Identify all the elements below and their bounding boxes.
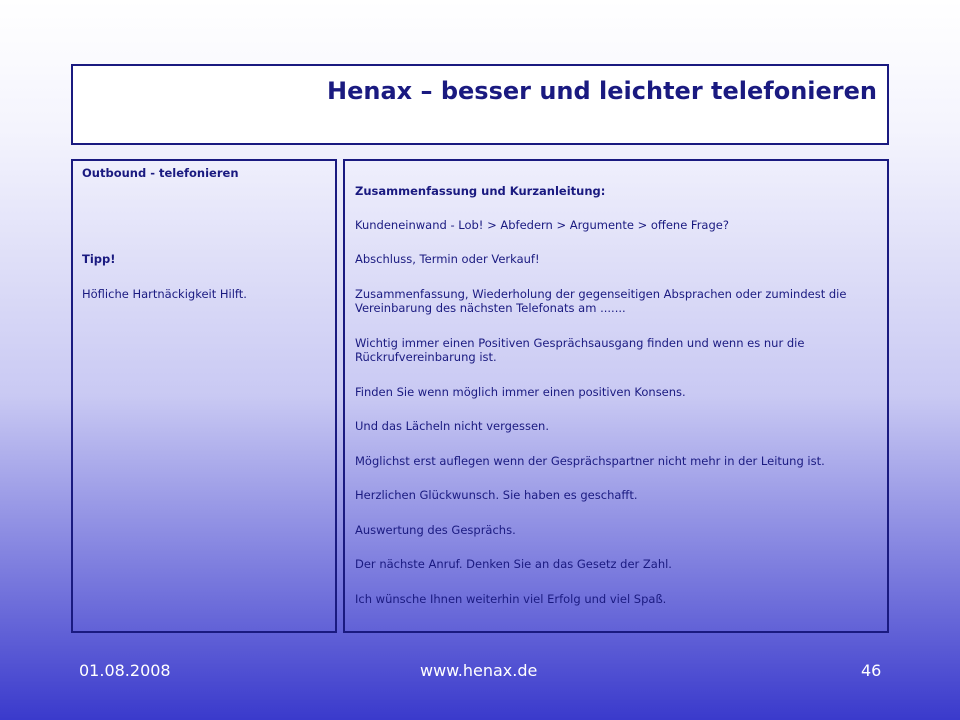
title-box [71, 64, 889, 145]
footer-page-number: 46 [861, 661, 882, 680]
list-item: Wichtig immer einen Positiven Gesprächsausgang finden und wenn es nur die Rückrufvereinbarung ist. [355, 336, 805, 364]
list-item: Ich wünsche Ihnen weiterhin viel Erfolg und viel Spaß. [355, 592, 667, 606]
list-item: Herzlichen Glückwunsch. Sie haben es geschafft. [355, 488, 638, 502]
slide-title: Henax – besser und leichter telefonieren [327, 77, 877, 105]
left-panel [71, 159, 337, 633]
list-item: Kundeneinwand - Lob! > Abfedern > Argumente > offene Frage? [355, 218, 729, 232]
list-item: Auswertung des Gesprächs. [355, 523, 516, 537]
footer-url: www.henax.de [420, 661, 538, 680]
footer-date: 01.08.2008 [79, 661, 171, 680]
right-panel [343, 159, 889, 633]
list-item: Möglichst erst auflegen wenn der Gesprächspartner nicht mehr in der Leitung ist. [355, 454, 825, 468]
left-heading: Outbound - telefonieren [82, 166, 239, 180]
tip-text: Höfliche Hartnäckigkeit Hilft. [82, 287, 247, 301]
summary-heading: Zusammenfassung und Kurzanleitung: [355, 184, 606, 198]
list-item: Finden Sie wenn möglich immer einen positiven Konsens. [355, 385, 686, 399]
list-item: Zusammenfassung, Wiederholung der gegenseitigen Absprachen oder zumindest die Vereinbarung des nächsten Telefonats am ....... [355, 287, 847, 315]
list-item: Und das Lächeln nicht vergessen. [355, 419, 549, 433]
list-item: Abschluss, Termin oder Verkauf! [355, 252, 540, 266]
tip-label: Tipp! [82, 252, 116, 266]
list-item: Der nächste Anruf. Denken Sie an das Gesetz der Zahl. [355, 557, 672, 571]
